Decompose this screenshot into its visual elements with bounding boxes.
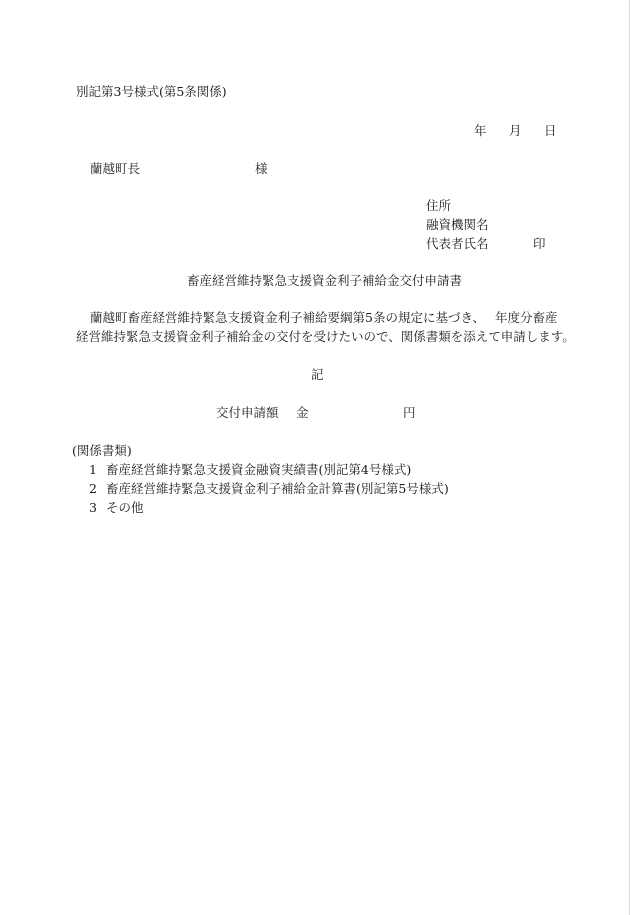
related-docs-heading: (関係書類): [72, 443, 132, 458]
related-doc-text: その他: [106, 500, 144, 515]
amount-label: 交付申請額: [216, 405, 279, 420]
date-year: 年: [474, 123, 487, 138]
addressee-name: 蘭越町長: [90, 161, 141, 176]
date-month: 月: [509, 123, 522, 138]
related-doc-number: 1: [89, 462, 97, 477]
document-title: 畜産経営維持緊急支援資金利子補給金交付申請書: [187, 273, 463, 288]
addressee-honorific: 様: [255, 161, 268, 176]
related-doc-text: 畜産経営維持緊急支援資金融資実績書(別記第4号様式): [106, 462, 412, 477]
applicant-representative-label: 代表者氏名: [426, 236, 489, 251]
ki-heading: 記: [311, 367, 324, 382]
seal-label: 印: [533, 236, 546, 251]
related-doc-text: 畜産経営維持緊急支援資金利子補給金計算書(別記第5号様式): [106, 481, 449, 496]
applicant-address-label: 住所: [426, 198, 452, 213]
related-doc-number: 3: [89, 500, 97, 515]
related-doc-number: 2: [89, 481, 97, 496]
applicant-institution-label: 融資機関名: [426, 217, 489, 232]
body-line-1: 蘭越町畜産経営維持緊急支援資金利子補給要綱第5条の規定に基づき、: [90, 310, 485, 325]
date-day: 日: [544, 123, 557, 138]
body-line-2: 経営維持緊急支援資金利子補給金の交付を受けたいので、関係書類を添えて申請します。: [76, 329, 575, 344]
amount-yen: 円: [403, 405, 416, 420]
body-line-1-year: 年度分畜産: [495, 310, 558, 325]
amount-kin: 金: [296, 405, 309, 420]
form-number: 別記第3号様式(第5条関係): [76, 84, 227, 99]
